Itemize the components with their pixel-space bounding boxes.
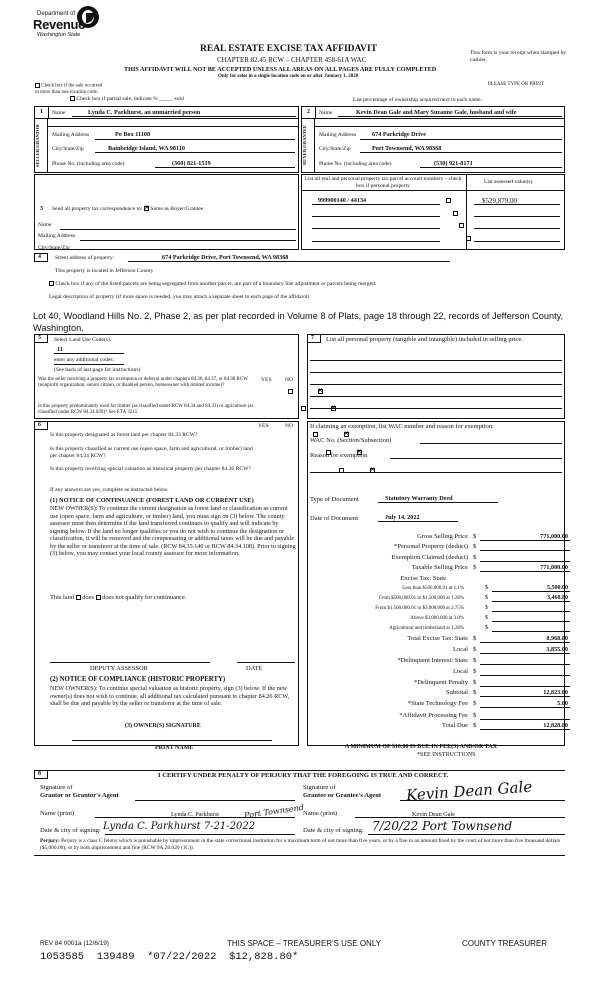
street-label: Street address of property: — [55, 255, 115, 261]
gross-label: Gross Selling Price — [417, 533, 468, 540]
county-treasurer: COUNTY TREASURER — [462, 939, 548, 948]
total-due[interactable]: 12,828.80 — [543, 722, 568, 729]
grantee-sig-label: Signature of Grantee or Grantee's Agent — [303, 784, 382, 799]
same-as-buyer-checkbox[interactable] — [144, 206, 149, 211]
parcel-account[interactable]: 999900140 / 44134 — [318, 197, 367, 204]
form-title: REAL ESTATE EXCISE TAX AFFIDAVIT — [200, 44, 378, 54]
tier5-label: Agricultural and timberland at 1.28% — [389, 626, 464, 631]
gross-dollar: $ — [473, 533, 477, 540]
sec6-q1: Is this property designated as forest land per chapter 84.33 RCW? — [50, 432, 198, 438]
section-2-number: 2 — [307, 109, 310, 115]
additional-codes-label: enter any additional codes: — [54, 357, 115, 363]
historic-title: (2) NOTICE OF COMPLIANCE (HISTORIC PROPERTY) — [50, 676, 226, 683]
yes-header-5: YES — [261, 377, 272, 383]
total-state-label: Total Excise Tax: State — [407, 635, 468, 642]
form-only-sales: Only for sales in a single location code on or after January 1, 2020 — [218, 74, 359, 79]
affidavit-fee-dollar: $ — [473, 712, 477, 719]
section-5-number: 5 — [38, 335, 41, 341]
doc-date[interactable]: July 14, 2022 — [385, 514, 420, 521]
dor-logo-state: Washington State — [37, 32, 81, 38]
delinq-penalty-label: *Delinquent Penalty — [413, 679, 468, 686]
assessed-value[interactable]: $529,879.00 — [482, 197, 517, 205]
delinq-state-label: *Delinquent Interest: State — [397, 657, 468, 664]
perjury-note: Perjury: Perjury is a class C felony which is punishable by imprisonment in the state correctional institution for a maximum term of not more than five years, or by a fine in an amount fixed by the court of not more than five thousand dollars ($5,000.00), or by both imprisonment and fine (RCW 9A.20.020 (1C)). — [40, 838, 561, 851]
reason-label: Reason for exemption — [310, 452, 368, 459]
send-correspondence: Send all property tax correspondence to: ✕ Same as Buyer/Grantee — [52, 206, 203, 213]
tier5-dollar: $ — [485, 625, 488, 631]
grantee-print-label: Name (print) — [303, 810, 338, 817]
sec6-q2: Is this property classified as current use (open space, farm and agricultural, or timber) land per chapter 84.34 RCW? — [50, 446, 253, 459]
grantor-sig-label: Signature of Grantor or Grantor's Agent — [40, 784, 119, 799]
land-use-code[interactable]: 11 — [57, 346, 63, 353]
buyer-name[interactable]: Kevin Dean Gale and Mary Suzanne Gale, husband and wife — [356, 109, 517, 116]
tech-fee-label: *State Technology Fee — [407, 700, 468, 707]
total-state-dollar: $ — [473, 635, 477, 642]
parcel-personal-checkbox-4[interactable] — [466, 236, 471, 241]
sec5-q1: Was the seller receiving a property tax exemption or deferral under chapters 84.36, 84.37, or 84.38 RCW (nonprofit organization, senior citizen, or disabled person, homeowner with limited income)? — [38, 377, 248, 388]
section-5-number-box — [34, 334, 48, 343]
seller-phone-label: Phone No. (including area code) — [52, 161, 125, 167]
section-3-number: 3 — [40, 206, 43, 212]
tier3-dollar: $ — [485, 605, 488, 611]
certify-statement: I CERTIFY UNDER PENALTY OF PERJURY THAT THE FOREGOING IS TRUE AND CORRECT. — [158, 772, 449, 779]
treasurer-space: THIS SPACE – TREASURER'S USE ONLY — [227, 939, 382, 948]
delinq-state-dollar: $ — [473, 657, 477, 664]
tax-box — [307, 421, 565, 746]
no-header-5: NO — [285, 377, 294, 383]
excise-label: Excise Tax: State — [400, 575, 446, 582]
seller-phone[interactable]: (360) 821-1519 — [172, 160, 211, 167]
grantor-print-name[interactable]: Lynda C. Parkhurst — [171, 811, 219, 818]
doc-type-label: Type of Document — [310, 496, 359, 503]
dor-logo-revenue: Revenue — [33, 17, 86, 32]
doc-date-label: Date of Document — [310, 515, 359, 522]
corr-name-label: Name — [38, 222, 52, 228]
seller-name-label: Name — [52, 110, 66, 116]
total-state[interactable]: 8,968.80 — [546, 635, 568, 642]
section-6-number: 6 — [38, 422, 41, 428]
taxable-price[interactable]: 771,000.00 — [540, 564, 568, 571]
local-dollar: $ — [473, 646, 477, 653]
tier4-label: Above $3,000,000 at 3.0% — [410, 616, 464, 621]
seller-side-label: SELLER GRANTOR — [34, 118, 48, 173]
buyer-name-label: Name — [319, 110, 333, 116]
personal-property-label: List all personal property (tangible and intangible) included in selling price. — [326, 336, 523, 343]
rev-number: REV 84 0001a (12/6/19) — [40, 940, 109, 947]
seller-city-label: City/State/Zip — [52, 146, 84, 152]
segregated-check[interactable]: Check box if any of the listed parcels are being segregated from another parcel, are part of a boundary line adjustment or parcels being merged. — [49, 281, 376, 288]
section-4-number-box — [34, 253, 48, 262]
parcel-personal-checkbox-3[interactable] — [459, 223, 464, 228]
multi-location-checkbox[interactable] — [35, 83, 40, 88]
delinq-local-label: Local — [452, 668, 468, 675]
deputy-assessor-label: DEPUTY ASSESSOR — [90, 665, 148, 672]
seller-name[interactable]: Lynda C. Parkhurst, an unmarried person — [88, 109, 201, 116]
see-back-label: (See back of last page for instructions) — [54, 367, 141, 373]
section-8-number: 8 — [38, 771, 41, 777]
dor-logo-dept: Department of — [37, 11, 76, 17]
sec6-q3: Is this property receiving special valuation as historical property per chapter 84.26 RCW? — [50, 466, 251, 472]
subtotal[interactable]: 12,823.80 — [543, 689, 568, 696]
buyer-mail[interactable]: 674 Parkridge Drive — [372, 131, 426, 138]
buyer-mail-label: Mailing Address — [319, 132, 357, 138]
receipt-note: This form is your receipt when stamped by cashier. — [470, 50, 567, 63]
grantor-print-label: Name (print) — [40, 810, 75, 817]
section-1-number: 1 — [40, 109, 43, 115]
historic-body: NEW OWNER(S): To continue special valuation as historic property, sign (3) below. If the new owner(s) does not wish to continue, all additional tax calculated pursuant to chapter 84.26 RCW, shall be due and payable by the seller or transferor at the time of sale. — [50, 685, 290, 708]
section-4-number: 4 — [38, 254, 41, 260]
treasurer-stamp: 1053585 139489 *07/22/2022 $12,828.80* — [40, 951, 299, 963]
county-line: This property is located in Jefferson County — [55, 268, 154, 274]
section-6-number-box — [34, 421, 48, 430]
assessed-label: List assessed value(s) — [484, 179, 533, 185]
street-address[interactable]: 674 Parkridge Drive, Port Townsend, WA 98368 — [162, 254, 289, 261]
section-7-number-box — [307, 334, 321, 343]
tier1-amount[interactable]: 5,500.00 — [547, 585, 568, 591]
partial-sale-checkbox[interactable] — [70, 96, 75, 101]
seller-mail[interactable]: Po Box 11108 — [115, 131, 151, 138]
seller-mail-label: Mailing Address — [52, 132, 90, 138]
local-label: Local — [452, 646, 468, 653]
delinq-penalty-dollar: $ — [473, 679, 477, 686]
continuance-title: (1) NOTICE OF CONTINUANCE (FOREST LAND OR CURRENT USE) — [50, 497, 254, 504]
partial-sale-check[interactable]: Check box if partial sale, indicate % _____ sold — [70, 96, 184, 103]
buyer-city[interactable]: Port Townsend, WA 98368 — [372, 145, 442, 152]
corr-mail-label: Mailing Address — [38, 233, 76, 239]
affidavit-fee-label: *Affidavit Processing Fee — [399, 712, 468, 719]
buyer-side-label: BUYER GRANTEE — [301, 118, 315, 173]
yes-header-6: YES — [258, 423, 269, 429]
seller-city[interactable]: Bainbridge Island, WA 98110 — [108, 145, 185, 152]
taxable-label: Taxable Selling Price — [411, 564, 468, 571]
grantor-date-city-label: Date & city of signing: — [40, 827, 101, 834]
deputy-date-label: DATE — [246, 665, 263, 672]
exemption-label: If claiming an exemption, list WAC number and reason for exemption: — [310, 423, 494, 430]
personal-deduct-dollar: $ — [473, 543, 477, 550]
owner-signature-label: (3) OWNER(S) SIGNATURE — [125, 723, 201, 729]
grantee-date-city-handwritten[interactable]: 7/20/22 Port Townsend — [372, 819, 513, 833]
tier1-label: Less than $500,000.01 at 1.1% — [402, 586, 464, 591]
doc-type[interactable]: Statutory Warranty Deed — [385, 495, 453, 502]
buyer-phone[interactable]: (530) 921-8171 — [434, 160, 473, 167]
form-chapter: CHAPTER 82.45 RCW – CHAPTER 458-61A WAC — [217, 56, 367, 64]
see-instructions: *SEE INSTRUCTIONS — [417, 752, 476, 758]
exemption-deduct-label: Exemption Claimed (deduct) — [391, 554, 468, 561]
grantee-signature-image: Kevin Dean Gale — [405, 777, 533, 805]
section-7-box — [307, 334, 565, 419]
tech-fee-dollar: $ — [473, 700, 477, 707]
print-name-label: PRINT NAME — [155, 745, 194, 751]
gross-price[interactable]: 771,000.00 — [540, 533, 568, 540]
subtotal-label: Subtotal — [446, 689, 468, 696]
does-checkbox[interactable] — [76, 595, 81, 600]
subtotal-dollar: $ — [473, 689, 477, 696]
personal-deduct-label: *Personal Property (deduct) — [394, 543, 468, 550]
sec6-if-yes: If any answers are yes, complete as instructed below. — [50, 487, 169, 493]
tier1-dollar: $ — [485, 585, 488, 591]
legal-label: Legal description of property (if more space is needed, you may attach a separate sheet to each page of the affidavit) — [49, 294, 310, 300]
accounts-label: List all real and personal property tax parcel account numbers – check box if personal property — [304, 176, 462, 189]
multi-location-check[interactable]: Check box if the sale occurred in more than one location code. — [35, 83, 103, 95]
buyer-city-label: City/State/Zip — [319, 146, 351, 152]
corr-city-label: City/State/Zip — [38, 245, 70, 251]
sec5-q1-yes[interactable] — [288, 389, 293, 394]
wac-label: WAC No. (Section/Subsection) — [310, 437, 392, 444]
section-7-number: 7 — [311, 335, 314, 341]
dor-logo — [33, 6, 101, 42]
parcel-personal-checkbox-2[interactable] — [453, 211, 458, 216]
tier4-dollar: $ — [485, 615, 488, 621]
minimum-note: A MINIMUM OF $10.00 IS DUE IN FEE(S) AND/OR TAX — [345, 744, 497, 750]
section-8-number-box — [34, 770, 48, 779]
local-tax[interactable]: 3,855.00 — [546, 646, 568, 653]
tier2-amount[interactable]: 3,468.80 — [547, 595, 568, 601]
tech-fee[interactable]: 5.00 — [557, 700, 568, 707]
ownership-note: List percentage of ownership acquired next to each name. — [353, 97, 483, 103]
tier2-label: From $500,000.01 to $1,500,000 at 1.28% — [379, 596, 464, 601]
grantee-date-city-label: Date & city of signing: — [303, 827, 364, 834]
total-due-dollar: $ — [473, 722, 477, 729]
delinq-local-dollar: $ — [473, 668, 477, 675]
tier2-dollar: $ — [485, 595, 488, 601]
continuance-body: NEW OWNER(S): To continue the current designation as forest land or classification as current use (open space, farm and agriculture, or timber) land, you must sign on (3) below. The county assessor must then determine if the land transferred continues to qualify and will indicate by signing below. If the land no longer qualifies or you do not wish to continue the designation or classification, it will be removed and the compensating or additional taxes will be due and payable by the seller or transferor at the time of sale. (RCW 84.33.140 or RCW 84.34.108). Prior to signing (3) below, you may contact your local county assessor for more information. — [50, 505, 296, 558]
sec5-q2-yes[interactable] — [301, 406, 306, 411]
parcel-personal-checkbox-1[interactable] — [446, 198, 451, 203]
total-due-label: Total Due — [441, 722, 468, 729]
form-warning: THIS AFFIDAVIT WILL NOT BE ACCEPTED UNLESS ALL AREAS ON ALL PAGES ARE FULLY COMPLETED — [124, 66, 437, 73]
grantor-handwritten-place: Port Townsend — [243, 802, 305, 821]
please-type: PLEASE TYPE OR PRINT — [488, 82, 544, 87]
land-qualify: This land does does not qualify for continuance. — [50, 594, 187, 601]
segregated-checkbox[interactable] — [49, 281, 54, 286]
tier3-label: From $1,500,000.01 to $3,000,000 at 2.75% — [375, 606, 464, 611]
taxable-dollar: $ — [473, 564, 477, 571]
grantee-print-name[interactable]: Kevin Dean Gale — [412, 811, 455, 818]
land-use-label: Select Land Use Code(s): — [54, 337, 112, 343]
buyer-phone-label: Phone No. (including area code) — [319, 161, 392, 167]
legal-description[interactable]: Lot 40, Woodland Hills No. 2, Phase 2, as per plat recorded in Volume 8 of Plats, page 18 through 22, records of Jefferson County, Washington. — [33, 311, 564, 333]
exemption-deduct-dollar: $ — [473, 554, 477, 561]
no-header-6: NO — [285, 423, 294, 429]
sec5-q2: Is this property predominantly used for timber (as classified under RCW 84.34 and 84.33) or agriculture (as classified under RCW 84.34.020)? See ETA 3215 — [38, 404, 254, 415]
grantor-date-city-handwritten[interactable]: Lynda C. Parkhurst 7-21-2022 — [103, 821, 256, 832]
does-not-checkbox[interactable] — [96, 595, 101, 600]
